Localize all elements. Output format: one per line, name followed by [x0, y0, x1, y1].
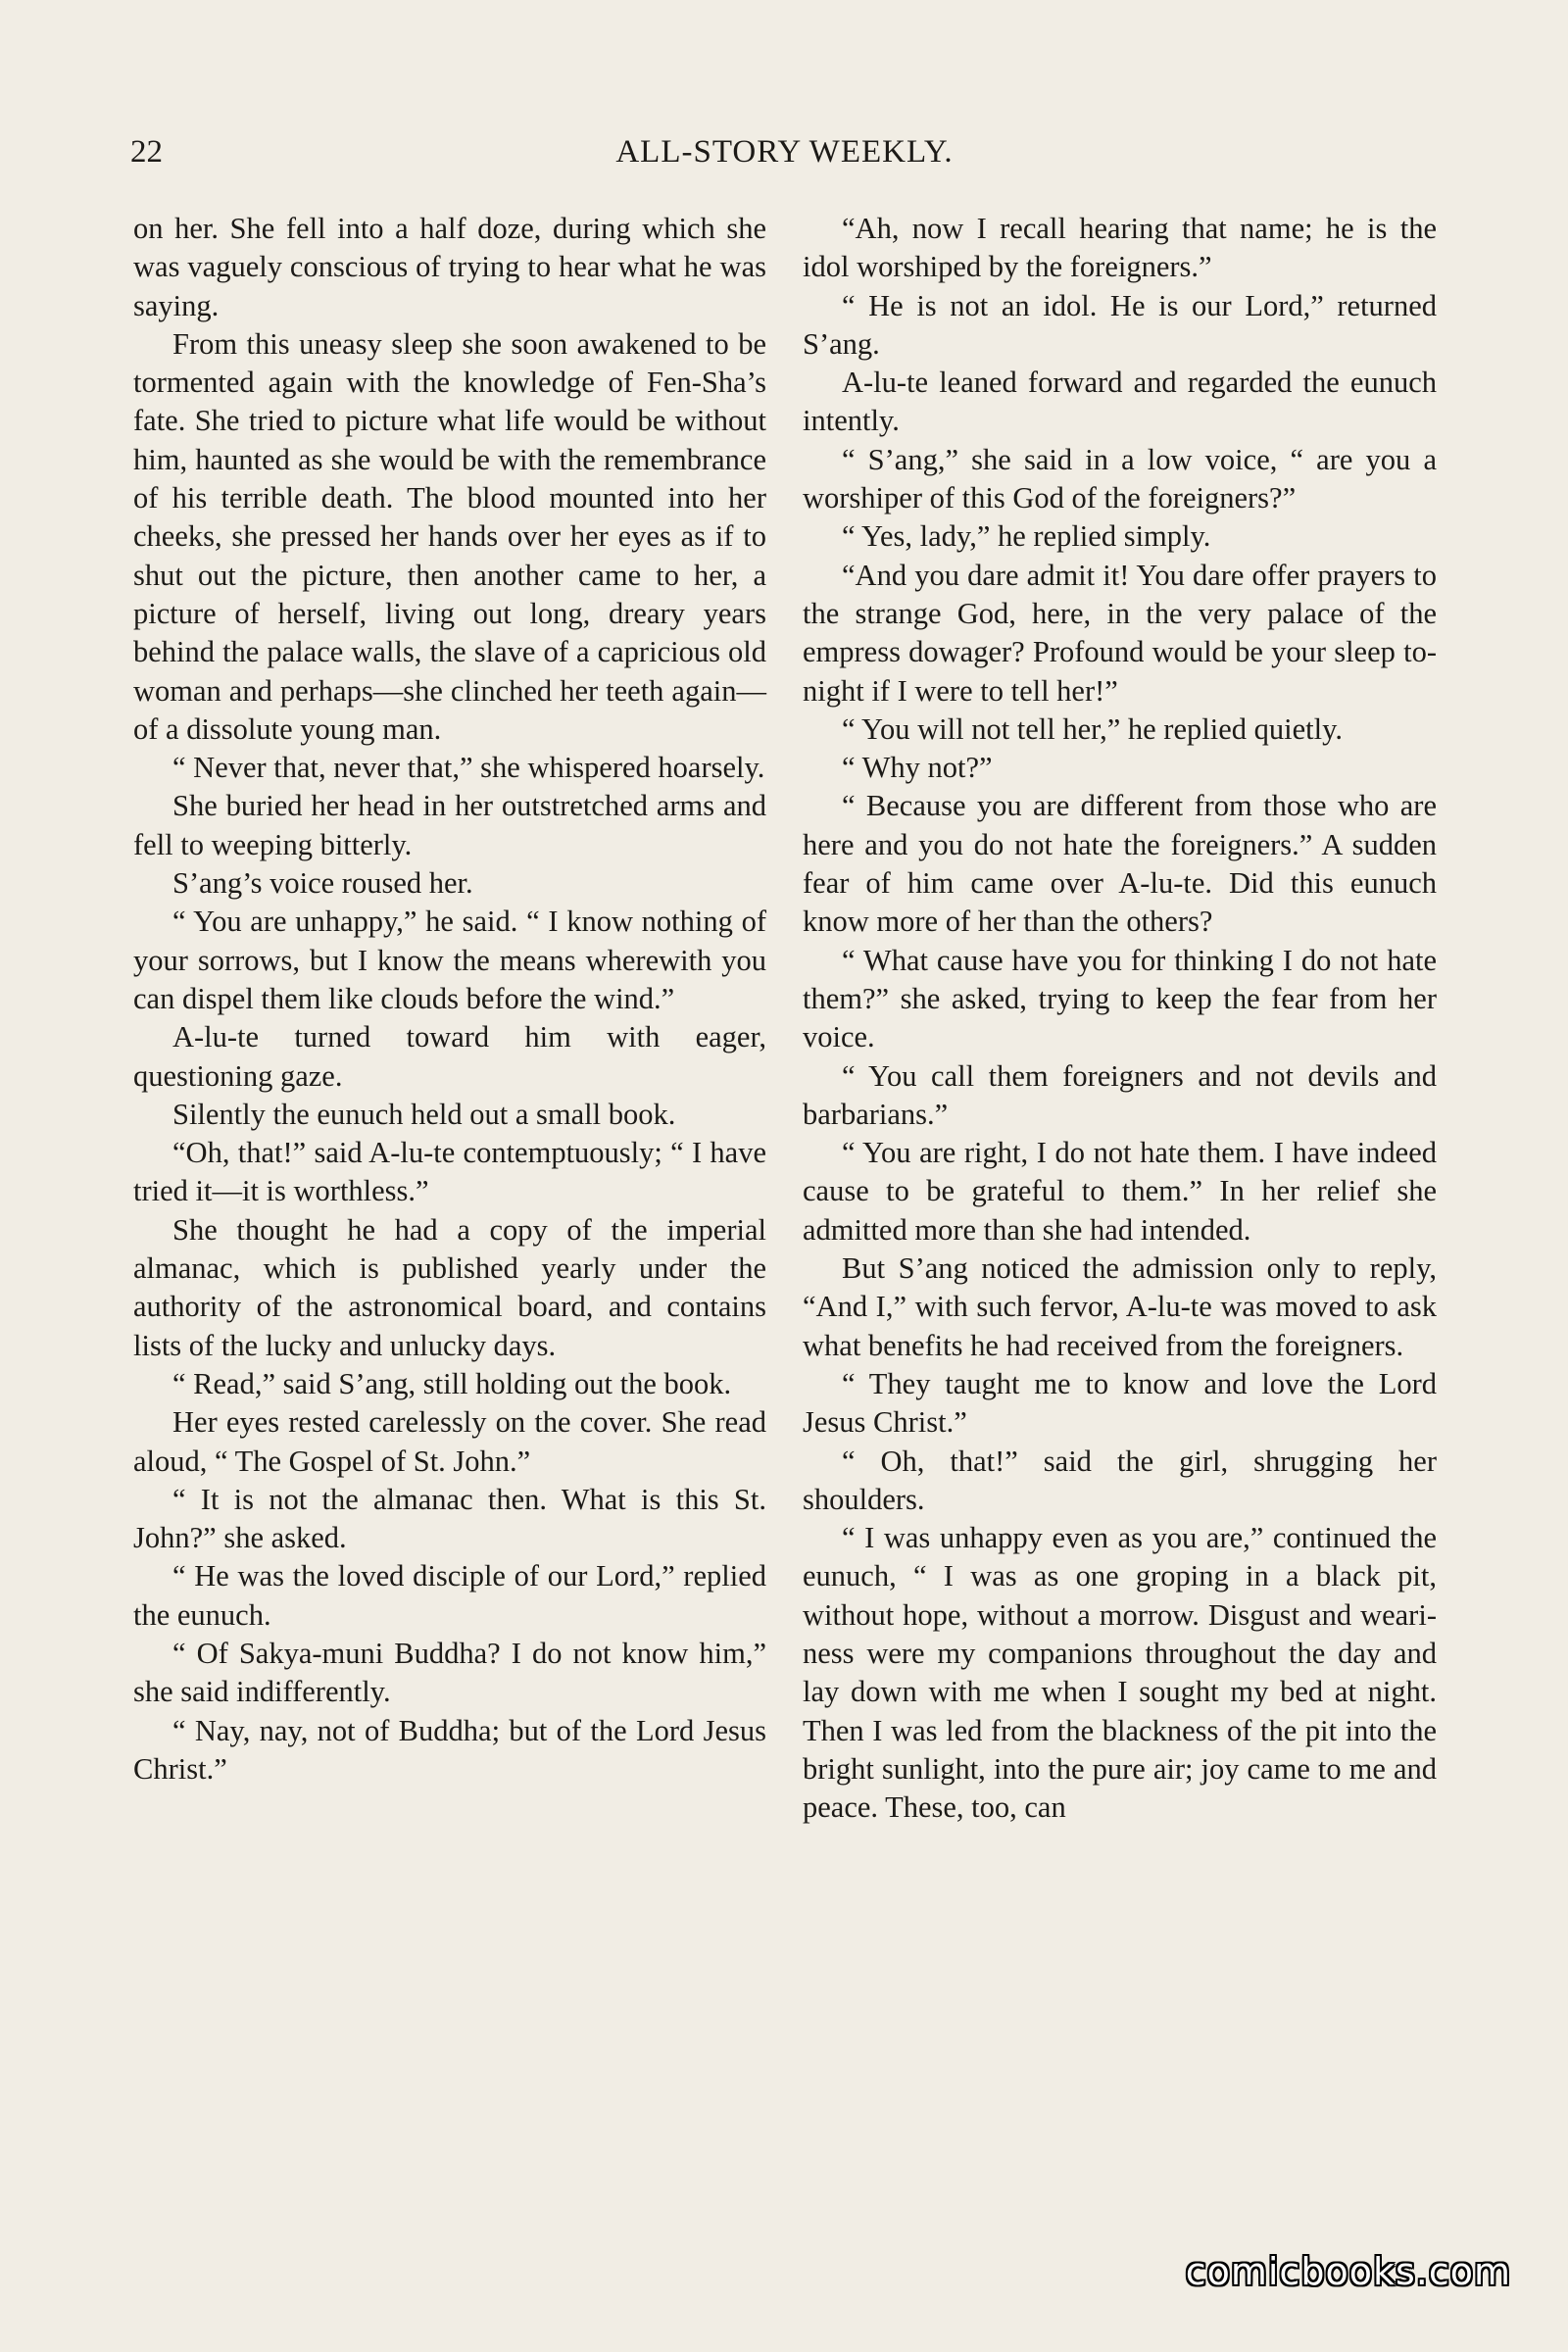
page-number: 22 — [130, 134, 163, 170]
paragraph: Silently the eunuch held out a small book. — [172, 1097, 676, 1131]
paragraph: “ I was unhappy even as you are,” continued the eunuch, “ I was as one groping in a black pit, without hope, without a morrow. Disgust and weariness were my companions throughout the day and lay down with me when I sought my bed at night. Then I was led from the blackness of the pit into the bright sunlight, into the pure air; joy came to me and peace. These, too, can — [803, 1521, 1437, 1825]
left-column — [133, 210, 766, 1788]
running-title: ALL-STORY WEEKLY. — [615, 134, 954, 170]
paragraph: “ You will not tell her,” he replied quietly. — [842, 711, 1343, 746]
paragraph: But S’ang noticed the admission only to reply, “And I,” with such fervor, A-lu-te was moved to ask what benefits he had received from the foreigners. — [803, 1251, 1437, 1362]
paragraph: “ S’ang,” she said in a low voice, “ are you a worshiper of this God of the foreigners?” — [803, 442, 1437, 515]
paragraph: “ Of Sakya-muni Buddha? I do not know him,” she said indifferently. — [133, 1636, 766, 1709]
paragraph: “ You are right, I do not hate them. I have indeed cause to be grateful to them.” In her relief she admitted more than she had intended. — [803, 1136, 1437, 1247]
paragraph: She thought he had a copy of the imperial almanac, which is published yearly under the authority of the astronomical board, and contains lists of the lucky and unlucky days. — [133, 1212, 766, 1362]
paragraph: Her eyes rested carelessly on the cover. She read aloud, “ The Gospel of St. John.” — [133, 1405, 766, 1478]
paragraph: She buried her head in her outstretched arms and fell to weeping bitterly. — [133, 789, 766, 861]
paragraph: “ Nay, nay, not of Buddha; but of the Lord Jesus Christ.” — [133, 1713, 766, 1786]
paragraph: From this uneasy sleep she soon awakened to be tormented again with the knowledge of Fen-Sha’s fate. She tried to picture what life would be without him, haunted as she would be with the remembrance of his terrible death. The blood mounted into her cheeks, she pressed her hands over her eyes as if to shut out the picture, then another came to her, a picture of herself, living out long, dreary years behind the palace walls, the slave of a capricious old woman and perhaps—she clinched her teeth again—of a dissolute young man. — [133, 326, 766, 746]
paragraph: A-lu-te leaned forward and regarded the eunuch intently. — [803, 366, 1437, 438]
paragraph: A-lu-te turned toward him with eager, questioning gaze. — [133, 1020, 766, 1093]
paragraph: “ They taught me to know and love the Lord Jesus Christ.” — [803, 1366, 1437, 1440]
paragraph: “ Oh, that!” said the girl, shrugging her shoulders. — [803, 1444, 1437, 1516]
paragraph: “ It is not the almanac then. What is this St. John?” she asked. — [133, 1482, 766, 1555]
paragraph: “ You call them foreigners and not devils and barbarians.” — [803, 1058, 1437, 1131]
paragraph: “And you dare admit it! You dare offer prayers to the strange God, here, in the very palace of the empress dowager? Profound would be your sleep tonight if I were to tell her!” — [803, 558, 1437, 708]
paragraph: “ What cause have you for thinking I do not hate them?” she asked, trying to keep the fear from her voice. — [803, 943, 1437, 1054]
paragraph: “ You are unhappy,” he said. “ I know nothing of your sorrows, but I know the means wherewith you can dispel them like clouds before the wind.” — [133, 905, 766, 1015]
paragraph: “ Why not?” — [842, 751, 993, 785]
paragraph: “ Read,” said S’ang, still holding out the book. — [172, 1366, 732, 1400]
paragraph: S’ang’s voice roused her. — [172, 866, 473, 901]
paragraph: “ He was the loved disciple of our Lord,” replied the eunuch. — [133, 1559, 766, 1632]
paragraph: “ Yes, lady,” he replied simply. — [842, 519, 1211, 554]
paragraph: “ Never that, never that,” she whispered hoarsely. — [172, 751, 765, 785]
right-column — [803, 210, 1437, 1827]
paragraph: “ He is not an idol. He is our Lord,” returned S’ang. — [803, 288, 1437, 361]
paragraph: on her. She fell into a half doze, during which she was vaguely conscious of trying to hear what he was saying. — [133, 212, 766, 322]
paragraph: “Oh, that!” said A-lu-te contemptuously; “ I have tried it—it is worthless.” — [133, 1136, 766, 1208]
page-header — [130, 130, 1439, 173]
site-watermark: comicbooks.com — [1185, 2250, 1511, 2293]
paragraph: “ Because you are different from those who are here and you do not hate the foreigners.” A sudden fear of him came over A-lu-te. Did this eunuch know more of her than the others? — [803, 789, 1437, 939]
paragraph: “Ah, now I recall hearing that name; he is the idol worshiped by the foreigners.” — [803, 212, 1437, 284]
